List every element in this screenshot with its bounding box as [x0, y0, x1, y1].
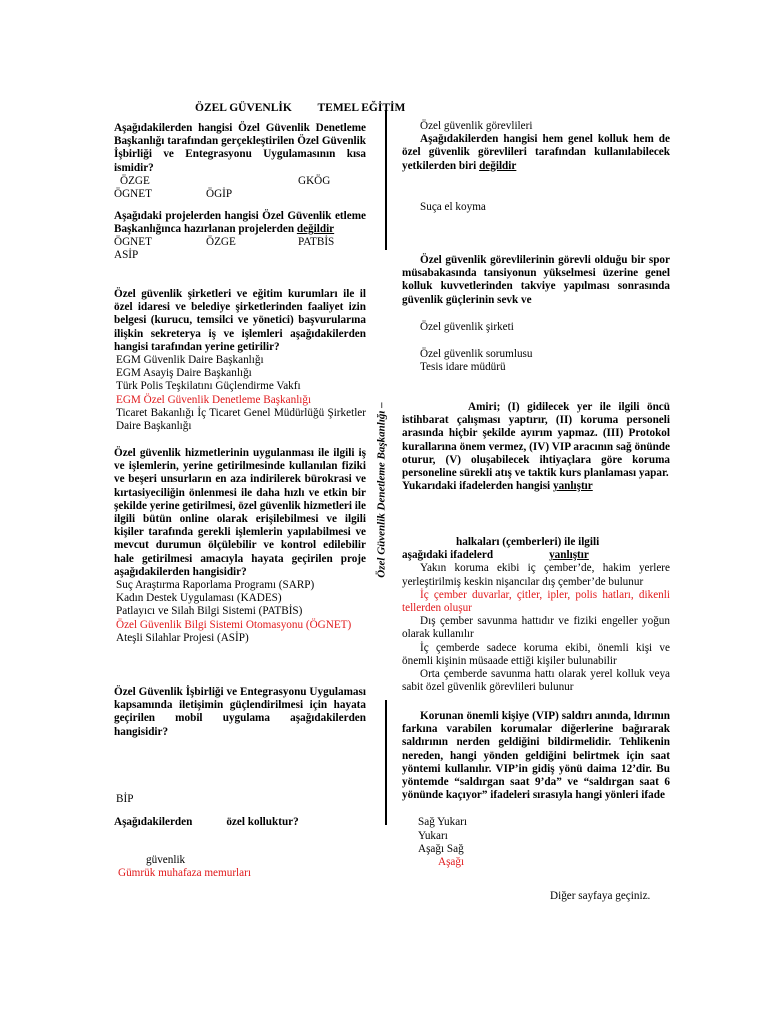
question-text: Aşağıdaki projelerden hangisi Özel Güvenlik etleme Başkanlığınca hazırlanan projelerden değildir	[114, 210, 366, 236]
question-text: Özel güvenlik görevlilerinin görevli olduğu bir spor müsabakasında tansiyonun yükselmesi üzerine genel kolluk kuvvetlerinden takviye yapılması sonrasında güvenlik güçlerinin sevk ve	[402, 254, 670, 306]
question-8	[402, 254, 670, 374]
options	[114, 175, 366, 201]
question-text: Özel Güvenlik İşbirliği ve Entegrasyonu Uygulaması kapsamında iletişimin güçlendirilmesi için hayata geçirilen mobil uygulama aşağıdakilerden hangisidir?	[114, 686, 366, 738]
options	[114, 236, 366, 262]
question-6	[114, 816, 366, 881]
option: ÖGNET	[114, 236, 152, 249]
question-ask: aşağıdaki ifadelerd yanlıştır	[402, 549, 589, 562]
option: Tesis idare müdürü	[420, 361, 506, 374]
option-answer: Gümrük muhafaza memurları	[118, 867, 251, 880]
option-answer: Özel Güvenlik Bilgi Sistemi Otomasyonu (ÖGNET)	[116, 618, 352, 631]
question-text: Aşağıdakilerden hangisi Özel Güvenlik Denetleme Başkanlığı tarafından gerçekleştirilen Özel Güvenlik İşbirliği ve Entegrasyonu Uygulamasının kısa ismidir?	[114, 122, 366, 174]
option: ÖZGE	[120, 174, 150, 187]
answer: BİP	[116, 792, 134, 805]
lead-option: Özel güvenlik görevlileri	[420, 120, 533, 132]
question-3	[114, 288, 366, 433]
option: Özel güvenlik şirketi	[420, 320, 514, 333]
option: ÖGİP	[206, 187, 233, 200]
question-ask: Yukarıdaki ifadelerden hangisi yanlıştır	[402, 480, 593, 493]
question-text: Korunan önemli kişiye (VIP) saldırı anında, ldırının farkına varabilen korumalar diğerlerine bağırarak saldırının nerden geldiğini bildirmelidir. Tehlikenin nereden, hangi yönden geldiğini belirtmek için saat yöntemi kullanılır. VIP’in gidiş yönü daima 12’dir. Bu yöntemde “saldırgan saat 9’da” ve “saldırgan saat 6 yönünde kaçıyor” ifadeleri sırasıyla hangi yönleri ifade	[402, 710, 670, 802]
option: GKÖG	[298, 174, 331, 187]
option: Patlayıcı ve Silah Bilgi Sistemi (PATBİS)	[116, 605, 303, 618]
side-label: Özel Güvenlik Denetleme Başkanlığı –	[375, 402, 388, 578]
options	[114, 354, 366, 433]
option: Yakın koruma ekibi iç çember’de, hakim yerlere yerleştirilmiş keskin nişancılar dış çember’de bulunur	[402, 562, 670, 588]
answer: Suça el koyma	[420, 200, 486, 213]
option: Orta çemberde savunma hattı olarak yerel kolluk veya sabit özel güvenlik görevlileri bulunur	[402, 668, 670, 694]
option: Aşağı Sağ	[418, 842, 464, 855]
option: EGM Güvenlik Daire Başkanlığı	[116, 354, 264, 367]
option-answer: Aşağı	[438, 856, 465, 869]
question-5	[114, 686, 366, 806]
question-text: Aşağıdakilerden hangisi hem genel kolluk hem de özel güvenlik görevlileri tarafından kullanılabilecek yetkilerden biri değildir	[402, 133, 670, 172]
question-text: Özel güvenlik şirketleri ve eğitim kurumları ile il özel idaresi ve belediye şirketlerinden faaliyet izin belgesi (kurucu, temsilci ve yönetici) başvurularına ilişkin sekreterya iş ve işlemleri aşağıdakilerden hangisi tarafından yerine getirilir?	[114, 288, 366, 353]
footer-note: Diğer sayfaya geçiniz.	[550, 890, 651, 902]
column-divider-bottom	[385, 700, 387, 825]
option: Yukarı	[418, 829, 448, 842]
option: Özel güvenlik sorumlusu	[420, 348, 533, 361]
question-11	[402, 710, 670, 869]
option: Ateşli Silahlar Projesi (ASİP)	[116, 631, 249, 644]
options	[114, 579, 366, 645]
option: Sağ Yukarı	[418, 816, 467, 829]
option: PATBİS	[298, 236, 335, 249]
option: Dış çember savunma hattıdır ve fiziki engeller yoğun olarak kullanılır	[402, 615, 670, 641]
option: ASİP	[114, 249, 139, 262]
question-7	[402, 120, 670, 214]
option: Ticaret Bakanlığı İç Ticaret Genel Müdürlüğü Şirketler Daire Başkanlığı	[116, 406, 366, 433]
question-text: Aşağıdakilerden özel kolluktur?	[114, 816, 299, 828]
question-text: halkaları (çemberleri) ile ilgili	[456, 536, 600, 548]
option: güvenlik	[146, 854, 186, 867]
question-10	[402, 536, 670, 694]
option: Suç Araştırma Raporlama Programı (SARP)	[116, 579, 315, 592]
question-text: Özel güvenlik hizmetlerinin uygulanması ile ilgili iş ve işlemlerin, yerine getirilmesinde kullanılan fiziki ve beşeri unsurların en aza indirilerek bürokrasi ve kırtasiyeciliğin önlenmesi ile daha hızlı ve etkin bir şekilde yerine getirilmesi, özel güvenlik hizmetleri ile ilgili bütün online olarak erişilebilmesi ve ilgili kişiler tarafında gerekli işlemlerin yapılabilmesi ve mevcut durumun ölçülebilir ve kontrol edilebilir hale getirilmesi amacıyla hayata geçirilen proje aşağıdakilerden hangisidir?	[114, 447, 366, 578]
option: İç çemberde sadece koruma ekibi, önemli kişi ve önemli kişinin müsaade ettiği kişiler bulunabilir	[402, 641, 670, 667]
option-answer: EGM Özel Güvenlik Denetleme Başkanlığı	[116, 393, 312, 406]
option: ÖZGE	[206, 236, 236, 249]
option: Türk Polis Teşkilatını Güçlendirme Vakfı	[116, 380, 301, 393]
option: Kadın Destek Uygulaması (KADES)	[116, 592, 282, 605]
question-4	[114, 447, 366, 645]
question-text: Amiri; (I) gidilecek yer ile ilgili öncü istihbarat çalışması yaptırır, (II) koruma personeli arasında hiçbir şekilde ayırım yapmaz. (III) Protokol kurallarına önem vermez, (IV) VIP aracının sağ önünde oturur, (V) oluşabilecek ihtiyaçlara göre koruma personeline sürekli atış ve taktik kurs planlaması yapar.	[402, 401, 670, 480]
page-title: ÖZEL GÜVENLİK TEMEL EĞİTİM	[195, 102, 406, 114]
question-9	[402, 401, 670, 493]
option: ÖGNET	[114, 187, 152, 200]
question-2	[114, 210, 366, 262]
option-answer: İç çember duvarlar, çitler, ipler, polis hatları, dikenli tellerden oluşur	[402, 588, 670, 615]
option: EGM Asayiş Daire Başkanlığı	[116, 367, 252, 380]
column-divider-top	[385, 110, 387, 250]
question-1	[114, 122, 366, 201]
